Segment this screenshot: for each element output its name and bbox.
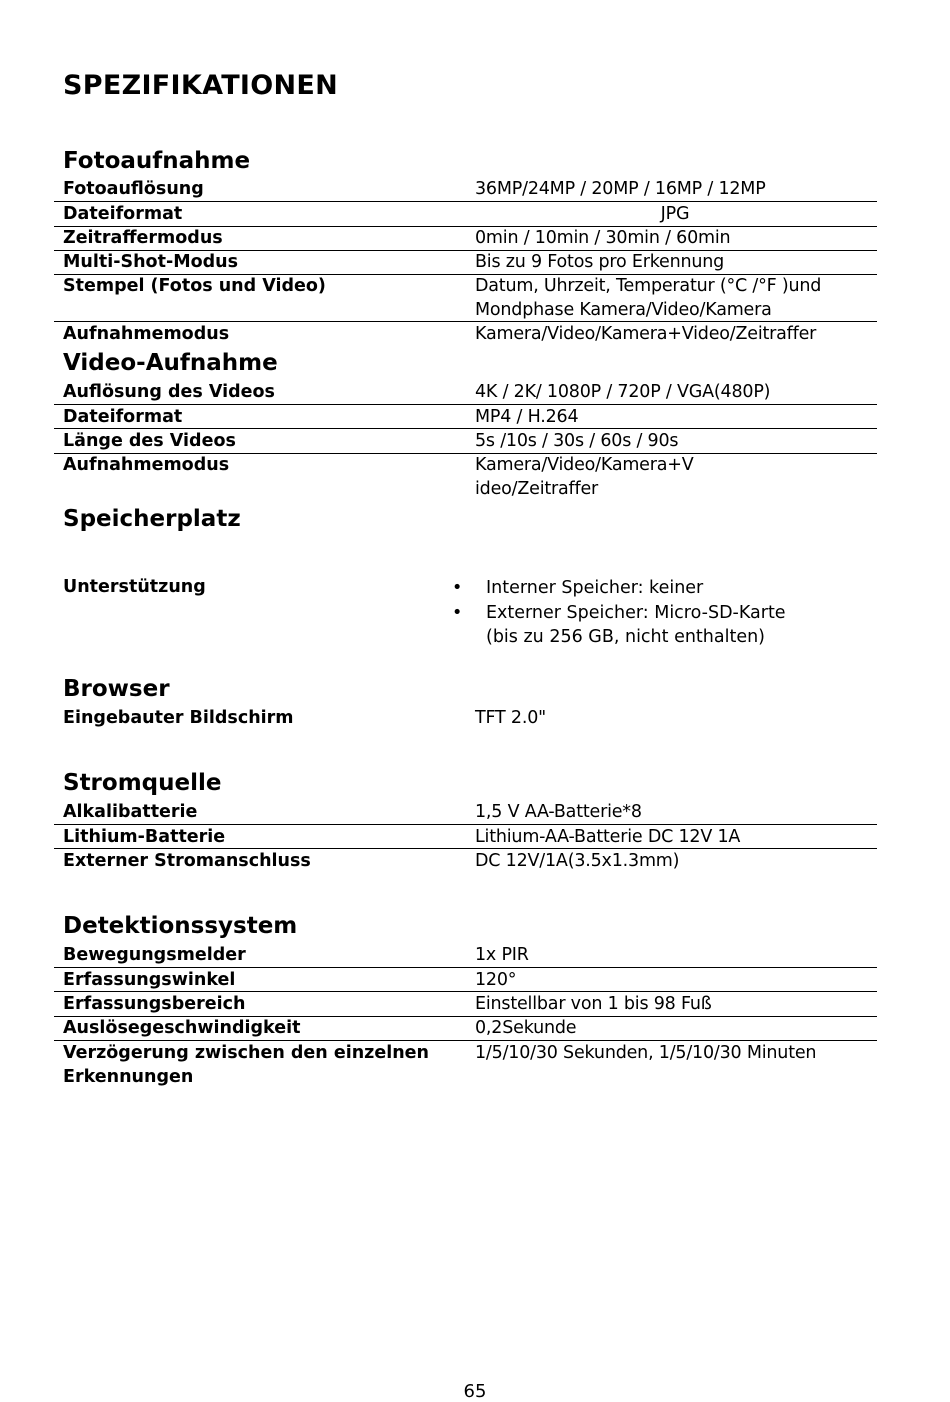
spec-row-externer-stromanschluss [54,849,877,873]
spec-value: 5s /10s / 30s / 60s / 90s [475,431,679,451]
spec-label: Länge des Videos [63,431,236,451]
spec-row-bildschirm [54,706,877,730]
section-title-browser: Browser [63,676,170,702]
spec-label: Alkalibatterie [63,802,198,822]
section-title-video-aufnahme: Video-Aufnahme [63,350,278,376]
spec-row-aufnahmemodus-foto [54,322,877,346]
spec-value: Einstellbar von 1 bis 98 Fuß [475,994,712,1014]
page-number: 65 [463,1381,487,1402]
spec-value: 1x PIR [475,945,529,965]
spec-row-ausloesegeschwindigkeit [54,1016,877,1041]
bullet-icon: • [452,578,463,598]
bullet-text: Interner Speicher: keiner [486,578,704,598]
spec-row-dateiformat-foto [54,202,877,227]
spec-label: Fotoauflösung [63,179,204,199]
spec-row-alkalibatterie [54,800,877,825]
spec-value-line: Mondphase Kamera/Video/Kamera [475,300,772,320]
spec-label-line: Erkennungen [63,1067,194,1087]
spec-value [475,274,875,322]
bullet-text [486,601,846,649]
spec-label: Auflösung des Videos [63,382,275,402]
spec-label: Aufnahmemodus [63,455,230,475]
section-title-speicherplatz: Speicherplatz [63,506,241,532]
spec-value [475,453,875,501]
spec-label: Multi-Shot-Modus [63,252,239,272]
spec-value: Bis zu 9 Fotos pro Erkennung [475,252,725,272]
spec-value: 0,2Sekunde [475,1018,577,1038]
spec-value: Kamera/Video/Kamera+Video/Zeitraffer [475,324,817,344]
spec-value: 4K / 2K/ 1080P / 720P / VGA(480P) [475,382,771,402]
page-title: SPEZIFIKATIONEN [63,70,339,101]
spec-row-stempel [54,274,877,322]
spec-label: Erfassungsbereich [63,994,246,1014]
spec-value: 1,5 V AA-Batterie*8 [475,802,642,822]
spec-row-lithium-batterie [54,825,877,849]
spec-row-aufnahmemodus-video [54,453,877,501]
spec-row-aufloesung-video [54,380,877,405]
spec-label: Dateiformat [63,204,183,224]
section-title-fotoaufnahme: Fotoaufnahme [63,148,251,174]
spec-value-line: Kamera/Video/Kamera+V [475,455,694,475]
spec-label: Stempel (Fotos und Video) [63,276,326,296]
spec-value-line: Datum, Uhrzeit, Temperatur (°C /°F )und [475,276,822,296]
spec-label: Erfassungswinkel [63,970,236,990]
spec-value: TFT 2.0" [475,708,546,728]
bullet-icon: • [452,603,463,623]
spec-row-fotoaufloesung [54,177,877,202]
spec-label: Auslösegeschwindigkeit [63,1018,301,1038]
spec-value: 1/5/10/30 Sekunden, 1/5/10/30 Minuten [475,1043,817,1063]
section-title-detektionssystem: Detektionssystem [63,913,298,939]
spec-value: 36MP/24MP / 20MP / 16MP / 12MP [475,179,766,199]
spec-value-line: ideo/Zeitraffer [475,479,599,499]
spec-label: Externer Stromanschluss [63,851,311,871]
section-title-stromquelle: Stromquelle [63,770,222,796]
spec-label-line: Verzögerung zwischen den einzelnen [63,1043,429,1063]
spec-value: MP4 / H.264 [475,407,579,427]
spec-label: Unterstützung [63,577,206,597]
spec-value: JPG [660,204,690,224]
spec-row-dateiformat-video [54,405,877,429]
bullet-text-line: Externer Speicher: Micro-SD-Karte [486,603,786,623]
spec-label: Eingebauter Bildschirm [63,708,294,728]
spec-row-multi-shot-modus [54,250,877,275]
spec-value: DC 12V/1A(3.5x1.3mm) [475,851,680,871]
spec-row-erfassungsbereich [54,992,877,1017]
spec-value: 120° [475,970,517,990]
spec-label: Zeitraffermodus [63,228,223,248]
spec-row-zeitraffermodus [54,226,877,251]
spec-row-bewegungsmelder [54,943,877,968]
spec-row-verzoegerung [54,1041,877,1089]
spec-label: Dateiformat [63,407,183,427]
spec-row-erfassungswinkel [54,968,877,992]
spec-label: Bewegungsmelder [63,945,246,965]
spec-label: Lithium-Batterie [63,827,226,847]
spec-label: Aufnahmemodus [63,324,230,344]
spec-value: Lithium-AA-Batterie DC 12V 1A [475,827,741,847]
spec-row-laenge-video [54,429,877,454]
spec-label [63,1041,463,1089]
bullet-text-line: (bis zu 256 GB, nicht enthalten) [486,627,766,647]
spec-value: 0min / 10min / 30min / 60min [475,228,731,248]
